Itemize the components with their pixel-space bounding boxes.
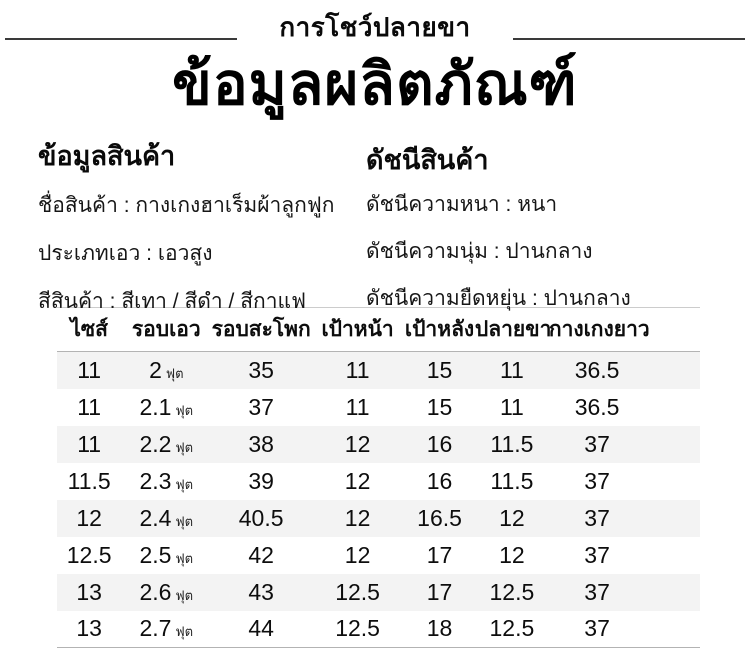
back-rise-cell: 15 [426, 356, 453, 383]
waist-value: 2.4 [139, 504, 172, 531]
length-cell: 37 [584, 578, 610, 605]
col-header-size: ไซส์ [57, 308, 121, 352]
size-cell: 11.5 [67, 467, 111, 494]
back-rise-cell: 17 [426, 578, 453, 605]
table-row [57, 463, 700, 500]
leg-opening-cell: 11.5 [490, 430, 534, 457]
length-cell: 37 [584, 430, 610, 457]
elasticity-index-line: ดัชนีความยืดหยุ่น : ปานกลาง [366, 287, 631, 310]
front-rise-cell: 12 [344, 541, 371, 568]
front-rise-cell: 12 [344, 504, 371, 531]
front-rise-cell: 12 [344, 430, 371, 457]
waist-cell [121, 574, 211, 611]
hip-cell: 35 [248, 356, 274, 383]
size-cell: 11 [77, 356, 102, 383]
leg-opening-cell: 11.5 [490, 467, 534, 494]
size-cell: 11 [77, 393, 102, 420]
size-table [57, 307, 700, 648]
product-color-line: สีสินค้า : สีเทา / สีดำ / สีกาแฟ [38, 290, 306, 313]
front-rise-cell: 12 [344, 467, 371, 494]
col-header-leg-opening: ปลายขา [475, 308, 549, 352]
back-rise-cell: 16.5 [417, 504, 462, 531]
front-rise-cell: 11 [345, 356, 370, 383]
waist-value: 2.6 [139, 578, 172, 605]
table-row [57, 611, 700, 648]
col-header-back-rise: เป้าหลัง [404, 308, 475, 352]
waist-cell [121, 537, 211, 574]
leg-opening-cell: 12 [499, 504, 525, 531]
waist-type-line: ประเภทเอว : เอวสูง [38, 242, 213, 265]
info-section [0, 124, 750, 313]
top-header-label: การโชว์ปลายขา [279, 12, 471, 42]
right-divider-line [513, 38, 745, 40]
col-header-hip: รอบสะโพก [211, 308, 311, 352]
filler-cell [645, 352, 700, 389]
back-rise-cell: 18 [426, 615, 453, 642]
thickness-index-line: ดัชนีความหนา : หนา [366, 193, 558, 216]
back-rise-cell: 16 [426, 430, 453, 457]
size-cell: 13 [76, 578, 102, 605]
back-rise-cell: 16 [426, 467, 453, 494]
filler-cell [645, 611, 700, 648]
waist-value: 2.5 [139, 541, 172, 568]
col-header-waist: รอบเอว [121, 308, 211, 352]
waist-value: 2.2 [139, 430, 172, 457]
filler-cell [645, 574, 700, 611]
length-cell: 36.5 [574, 393, 620, 420]
length-cell: 37 [584, 467, 610, 494]
page-title: ข้อมูลผลิตภัณฑ์ [172, 50, 578, 118]
col-header-front-rise: เป้าหน้า [311, 308, 404, 352]
waist-cell [121, 463, 211, 500]
length-cell: 36.5 [574, 356, 620, 383]
front-rise-cell: 12.5 [335, 578, 380, 605]
product-index-heading: ดัชนีสินค้า [366, 145, 489, 175]
waist-cell [121, 500, 211, 537]
length-cell: 37 [584, 615, 610, 642]
back-rise-cell: 15 [426, 393, 453, 420]
filler-cell [645, 426, 700, 463]
product-info-heading: ข้อมูลสินค้า [38, 141, 176, 171]
left-divider-line [5, 38, 237, 40]
header-row [57, 308, 700, 352]
waist-unit-label: ฟุต [175, 476, 194, 492]
waist-value: 2.7 [139, 615, 172, 642]
table-row [57, 500, 700, 537]
size-cell: 12.5 [66, 541, 112, 568]
waist-unit-label: ฟุต [175, 587, 194, 603]
waist-unit-label: ฟุต [175, 439, 194, 455]
hip-cell: 37 [248, 393, 274, 420]
table-row [57, 426, 700, 463]
leg-opening-cell: 11 [499, 393, 524, 420]
table-row [57, 352, 700, 389]
hip-cell: 43 [248, 578, 274, 605]
waist-unit-label: ฟุต [175, 513, 194, 529]
filler-cell [645, 389, 700, 426]
leg-opening-cell: 12.5 [489, 578, 535, 605]
table-row [57, 389, 700, 426]
product-info-column [38, 134, 366, 313]
waist-value: 2 [149, 356, 162, 383]
leg-opening-cell: 12 [499, 541, 525, 568]
front-rise-cell: 11 [345, 393, 370, 420]
hip-cell: 38 [248, 430, 274, 457]
waist-unit-label: ฟุต [165, 365, 184, 381]
waist-cell [121, 352, 211, 389]
table-row [57, 537, 700, 574]
waist-unit-label: ฟุต [175, 550, 194, 566]
back-rise-cell: 17 [426, 541, 453, 568]
hip-cell: 39 [248, 467, 274, 494]
size-cell: 12 [76, 504, 102, 531]
filler-cell [645, 537, 700, 574]
leg-opening-cell: 11 [499, 356, 524, 383]
front-rise-cell: 12.5 [335, 615, 380, 642]
length-cell: 37 [584, 504, 610, 531]
size-table-header [57, 308, 700, 352]
filler-cell [645, 463, 700, 500]
waist-value: 2.3 [139, 467, 172, 494]
waist-unit-label: ฟุต [175, 624, 194, 640]
col-header-length: กางเกงยาว [549, 308, 645, 352]
leg-opening-cell: 12.5 [489, 615, 535, 642]
waist-cell [121, 611, 211, 648]
product-name-line: ชื่อสินค้า : กางเกงฮาเร็มผ้าลูกฟูก [38, 194, 335, 217]
top-header [0, 0, 750, 46]
waist-cell [121, 426, 211, 463]
hip-cell: 44 [248, 615, 274, 642]
size-cell: 11 [77, 430, 102, 457]
waist-value: 2.1 [139, 393, 172, 420]
filler-cell [645, 500, 700, 537]
table-row [57, 574, 700, 611]
waist-cell [121, 389, 211, 426]
length-cell: 37 [584, 541, 610, 568]
waist-unit-label: ฟุต [175, 402, 194, 418]
softness-index-line: ดัชนีความนุ่ม : ปานกลาง [366, 240, 593, 263]
size-cell: 13 [76, 615, 102, 642]
product-index-column [366, 134, 742, 310]
hip-cell: 40.5 [238, 504, 284, 531]
hip-cell: 42 [248, 541, 274, 568]
size-table-body [57, 352, 700, 648]
